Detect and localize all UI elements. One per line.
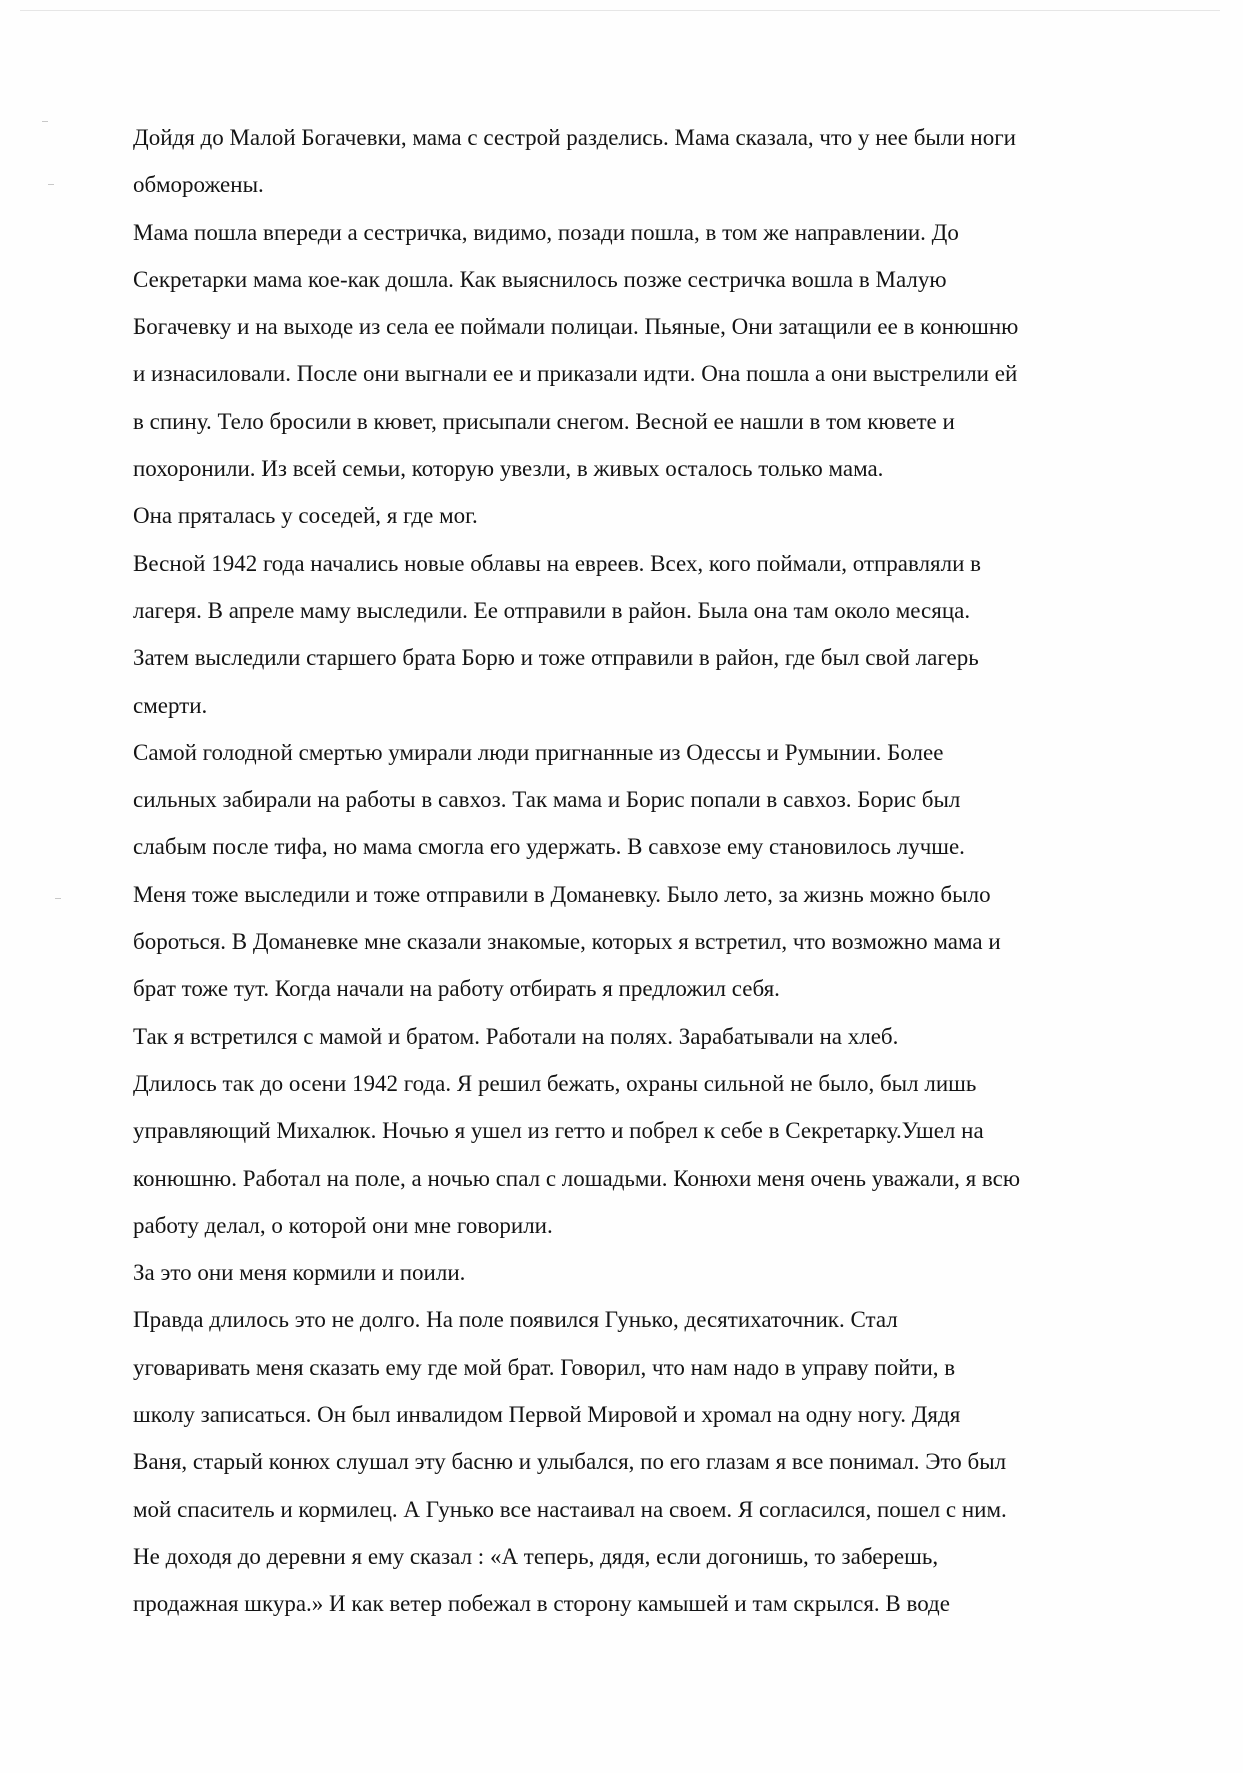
text-line: сильных забирали на работы в савхоз. Так мама и Борис попали в савхоз. Борис был [133, 787, 961, 813]
text-line: Так я встретился с мамой и братом. Работали на полях. Зарабатывали на хлеб. [133, 1023, 899, 1049]
text-line: работу делал, о которой они мне говорили. [133, 1212, 553, 1238]
text-line: Дойдя до Малой Богачевки, мама с сестрой разделись. Мама сказала, что у нее были ноги [133, 125, 1016, 150]
text-line: Затем выследили старшего брата Борю и тоже отправили в район, где был свой лагерь [133, 645, 979, 671]
text-line: Самой голодной смертью умирали люди пригнанные из Одессы и Румынии. Более [133, 739, 944, 765]
text-line: Меня тоже выследили и тоже отправили в Доманевку. Было лето, за жизнь можно было [133, 881, 991, 907]
text-line: лагеря. В апреле маму выследили. Ее отправили в район. Была она там около месяца. [133, 597, 971, 623]
text-line: Длилось так до осени 1942 года. Я решил бежать, охраны сильной не было, был лишь [133, 1070, 977, 1096]
text-line: управляющий Михалюк. Ночью я ушел из гетто и побрел к себе в Секретарку.Ушел на [133, 1118, 984, 1144]
text-line: и изнасиловали. После они выгнали ее и приказали идти. Она пошла а они выстрелили ей [133, 361, 1018, 387]
text-line: Весной 1942 года начались новые облавы на евреев. Всех, кого поймали, отправляли в [133, 550, 982, 576]
text-line: Богачевку и на выходе из села ее поймали полицаи. Пьяные, Они затащили ее в конюшню [133, 314, 1019, 340]
text-line: смерти. [133, 692, 208, 718]
text-line: конюшню. Работал на поле, а ночью спал с лошадьми. Конюхи меня очень уважали, я всю [133, 1165, 1021, 1191]
text-line: Секретарки мама кое-как дошла. Как выяснилось позже сестричка вошла в Малую [133, 266, 947, 292]
text-line: школу записаться. Он был инвалидом Первой Мировой и хромал на одну ногу. Дядя [133, 1402, 961, 1428]
text-line: брат тоже тут. Когда начали на работу отбирать я предложил себя. [133, 976, 780, 1002]
text-line: похоронили. Из всей семьи, которую увезли, в живых осталось только мама. [133, 456, 884, 482]
text-line: Не доходя до деревни я ему сказал : «А теперь, дядя, если догонишь, то заберешь, [133, 1543, 939, 1569]
margin-speck [55, 898, 61, 899]
margin-speck [48, 184, 54, 185]
text-line: Ваня, старый конюх слушал эту басню и улыбался, по его глазам я все понимал. Это был [133, 1449, 1007, 1475]
margin-speck [42, 121, 48, 122]
text-line: бороться. В Доманевке мне сказали знакомые, которых я встретил, что возможно мама и [133, 929, 1001, 955]
text-line: обморожены. [133, 172, 264, 198]
document-body [133, 114, 1183, 1628]
text-line: За это они меня кормили и поили. [133, 1260, 466, 1286]
text-line: мой спаситель и кормилец. А Гунько все настаивал на своем. Я согласился, пошел с ним. [133, 1496, 1007, 1522]
text-line: слабым после тифа, но мама смогла его удержать. В савхозе ему становилось лучше. [133, 834, 965, 860]
scan-edge-line [20, 10, 1220, 11]
text-line: Она пряталась у соседей, я где мог. [133, 503, 478, 529]
text-line: в спину. Тело бросили в кювет, присыпали снегом. Весной ее нашли в том кювете и [133, 408, 955, 434]
text-line: Мама пошла впереди а сестричка, видимо, позади пошла, в том же направлении. До [133, 219, 959, 245]
text-line: уговаривать меня сказать ему где мой брат. Говорил, что нам надо в управу пойти, в [133, 1354, 956, 1380]
text-line: Правда длилось это не долго. На поле появился Гунько, десятихаточник. Стал [133, 1307, 898, 1333]
text-line: продажная шкура.» И как ветер побежал в сторону камышей и там скрылся. В воде [133, 1591, 950, 1617]
